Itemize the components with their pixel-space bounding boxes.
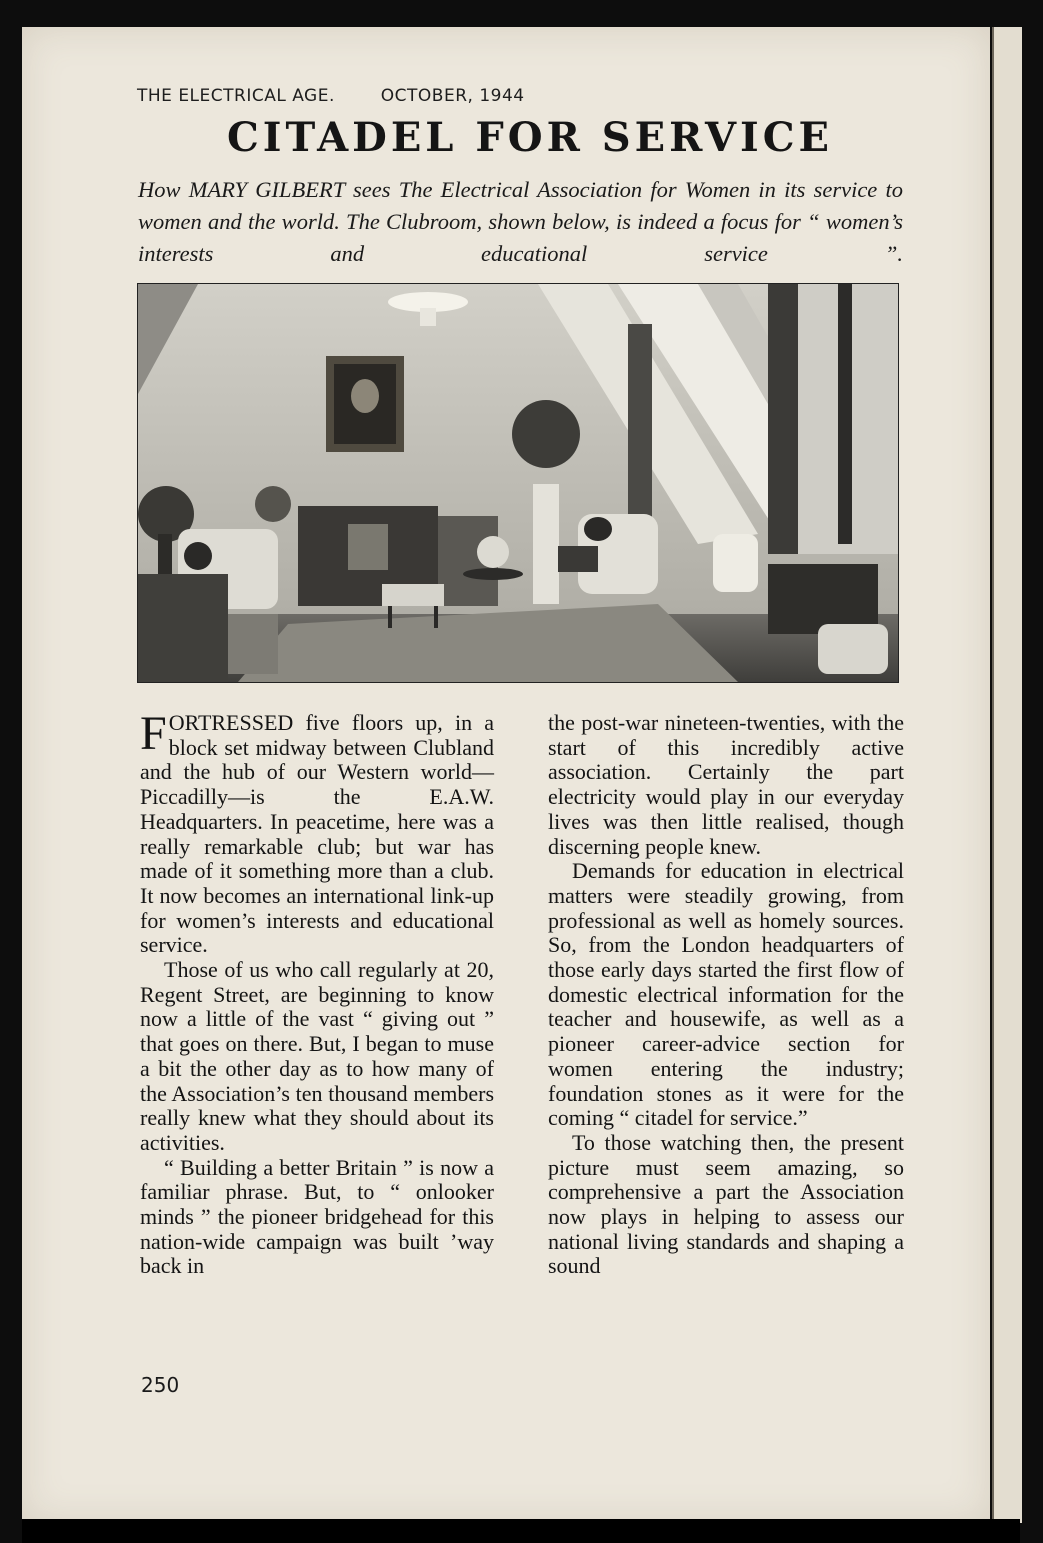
clubroom-photograph bbox=[137, 283, 899, 683]
paragraph: the post-war nineteen-twenties, with the start of this incredibly active association. Certainly the part electricity would play in our everyday lives was then little realised, though discerning people knew. bbox=[548, 710, 904, 859]
paragraph: Demands for education in electrical matters were steadily growing, from professional as well as homely sources. So, from the London headquarters of those early days started the first flow of domestic electrical information for the teacher and housewife, as well as a pioneer career-advice section for women entering the industry; foundation stones as it were for the coming “ citadel for service.” bbox=[548, 858, 904, 1131]
paragraph-text: ORTRESSED five floors up, in a block set midway between Clubland and the hub of our Western world—Piccadilly—is the E.A.W. Headquarters. In peacetime, here was a really remarkable club; but war has made of it something more than a club. It now becomes an international link-up for women’s interests and educational service. bbox=[140, 710, 494, 958]
paragraph: To those watching then, the present picture must seem amazing, so comprehensive a part the Association now plays in helping to assess our national living standards and shaping a sound bbox=[548, 1129, 904, 1279]
publication-name: THE ELECTRICAL AGE. bbox=[137, 86, 335, 106]
issue-date: OCTOBER, 1944 bbox=[380, 86, 525, 106]
page-number: 250 bbox=[141, 1373, 180, 1397]
article-standfirst: How MARY GILBERT sees The Electrical Association for Women in its service to women and the world. The Clubroom, shown below, is indeed a focus for “ women’s interests and educational service ”. bbox=[138, 177, 903, 266]
paragraph bbox=[140, 707, 494, 958]
paragraph: Those of us who call regularly at 20, Regent Street, are beginning to know now a little of the vast “ giving out ” that goes on there. But, I began to muse a bit the other day as to how many of the Association’s ten thousand members really knew what they should about its activities. bbox=[140, 957, 494, 1155]
drop-cap: F bbox=[140, 707, 167, 760]
running-header bbox=[137, 86, 525, 106]
facing-page-edge bbox=[992, 27, 1022, 1523]
article-title: CITADEL FOR SERVICE bbox=[226, 114, 834, 161]
scan-border bbox=[22, 1519, 1020, 1543]
clubroom-photo-illustration bbox=[138, 284, 898, 682]
article-column-left bbox=[140, 707, 494, 1279]
paragraph: “ Building a better Britain ” is now a familiar phrase. But, to “ onlooker minds ” the pioneer bridgehead for this nation-wide campaign was built ’way back in bbox=[140, 1154, 494, 1279]
article-column-right bbox=[548, 711, 904, 1279]
